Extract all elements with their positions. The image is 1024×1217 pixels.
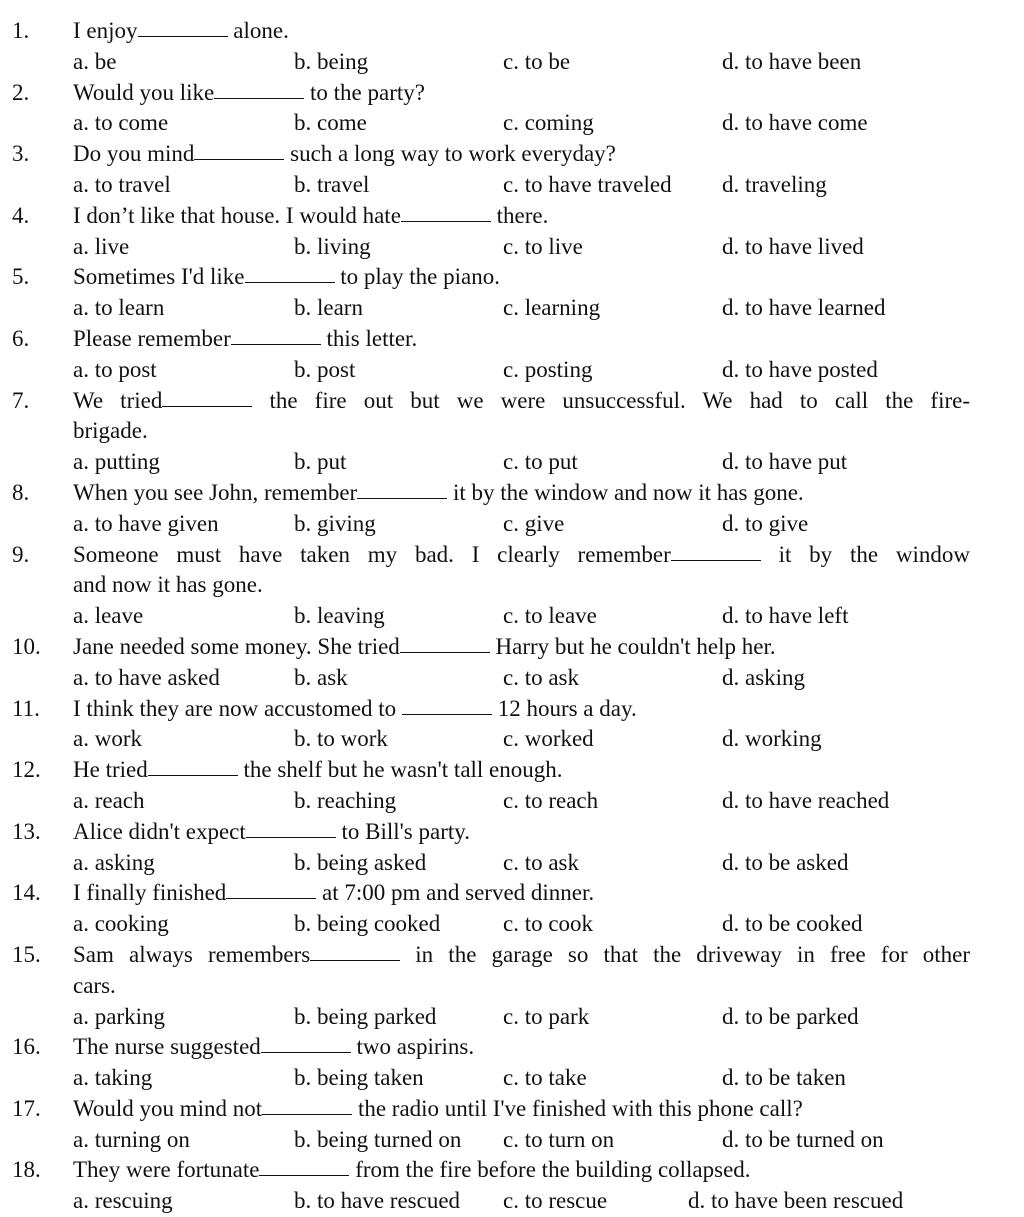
stem-after: it by the window and now it has gone. — [452, 479, 804, 505]
question-18 — [0, 1155, 1024, 1186]
stem-before: Sometimes I'd like — [73, 264, 245, 290]
question-stem — [73, 540, 970, 571]
option-a: a. to travel — [73, 171, 171, 197]
question-number: 8. — [12, 479, 30, 505]
option-b: b. put — [294, 449, 347, 475]
answer-blank — [214, 97, 304, 99]
question-number: 1. — [12, 18, 30, 43]
stem-after: it by the window — [778, 541, 970, 567]
question-stem — [73, 16, 289, 47]
stem-continuation: cars. — [73, 972, 116, 998]
option-d: d. to be taken — [722, 1065, 846, 1091]
question-stem — [73, 755, 563, 786]
option-a: a. to post — [73, 356, 157, 382]
option-d: d. to be asked — [722, 849, 849, 875]
option-c: c. worked — [503, 726, 594, 752]
question-number: 3. — [12, 141, 30, 167]
option-c: c. to live — [503, 233, 583, 259]
question-stem — [73, 262, 500, 293]
option-b: b. being cooked — [294, 911, 441, 937]
question-4 — [0, 201, 1024, 232]
stem-after: in the garage so that the driveway in free for other — [415, 941, 971, 967]
question-12 — [0, 755, 1024, 786]
question-15-continuation — [0, 971, 1024, 1002]
option-d: d. to have reached — [722, 787, 890, 813]
question-8 — [0, 478, 1024, 509]
option-b: b. reaching — [294, 787, 397, 813]
answer-blank — [246, 836, 336, 838]
options-row-15 — [0, 1002, 1024, 1033]
stem-before: Please remember — [73, 325, 231, 351]
option-b: b. being parked — [294, 1003, 437, 1029]
options-row-13 — [0, 848, 1024, 879]
question-stem — [73, 694, 637, 725]
question-number: 16. — [12, 1034, 41, 1060]
option-b: b. being asked — [294, 849, 427, 875]
stem-after: at 7:00 pm and served dinner. — [322, 880, 595, 906]
question-17 — [0, 1094, 1024, 1125]
options-row-1 — [0, 47, 1024, 78]
question-15 — [0, 940, 1024, 971]
question-stem — [73, 478, 804, 509]
stem-after: to Bill's party. — [341, 818, 471, 844]
question-number: 17. — [12, 1095, 41, 1121]
answer-blank — [138, 35, 228, 37]
question-11 — [0, 694, 1024, 725]
stem-after: the radio until I've finished with this phone call? — [357, 1095, 803, 1121]
question-stem — [73, 817, 470, 848]
option-c: c. to ask — [503, 849, 580, 875]
options-row-17 — [0, 1125, 1024, 1156]
stem-before: Sam always remembers — [73, 941, 311, 967]
option-a: a. taking — [73, 1065, 153, 1091]
question-number: 15. — [12, 941, 41, 967]
question-number: 5. — [12, 264, 30, 290]
option-d: d. to have been rescued — [688, 1188, 904, 1214]
option-a: a. to come — [73, 110, 169, 136]
answer-blank — [226, 897, 316, 899]
question-stem — [73, 1032, 474, 1063]
question-6 — [0, 324, 1024, 355]
option-a: a. cooking — [73, 911, 169, 937]
question-stem — [73, 632, 776, 663]
answer-blank — [262, 1113, 352, 1115]
question-14 — [0, 878, 1024, 909]
stem-before: Jane needed some money. She tried — [73, 633, 400, 659]
option-c: c. to put — [503, 449, 578, 475]
stem-after: from the fire before the building collapsed. — [355, 1157, 751, 1183]
answer-blank — [357, 497, 447, 499]
option-a: a. rescuing — [73, 1188, 173, 1214]
stem-after: to the party? — [310, 79, 425, 105]
option-b: b. to have rescued — [294, 1188, 461, 1214]
question-number: 18. — [12, 1157, 41, 1183]
answer-blank — [310, 959, 400, 961]
option-c: c. learning — [503, 295, 601, 321]
option-c: c. to park — [503, 1003, 590, 1029]
option-d: d. traveling — [722, 171, 827, 197]
stem-continuation: and now it has gone. — [73, 572, 263, 598]
stem-before: I think they are now accustomed to — [73, 695, 397, 721]
option-c: c. give — [503, 510, 565, 536]
stem-before: Do you mind — [73, 141, 195, 167]
option-d: d. to have learned — [722, 295, 886, 321]
option-c: c. to ask — [503, 664, 580, 690]
option-a: a. to have given — [73, 510, 219, 536]
option-b: b. come — [294, 110, 367, 136]
option-c: c. to cook — [503, 911, 594, 937]
stem-after: alone. — [233, 18, 289, 43]
option-a: a. asking — [73, 849, 155, 875]
option-c: c. to leave — [503, 603, 597, 629]
stem-before: I don’t like that house. I would hate — [73, 202, 401, 228]
options-row-6 — [0, 355, 1024, 386]
option-a: a. to learn — [73, 295, 165, 321]
options-row-9 — [0, 601, 1024, 632]
option-d: d. working — [722, 726, 822, 752]
question-number: 6. — [12, 325, 30, 351]
option-b: b. ask — [294, 664, 348, 690]
question-stem — [73, 139, 616, 170]
question-number: 10. — [12, 633, 41, 659]
question-number: 9. — [12, 541, 30, 567]
question-number: 2. — [12, 79, 30, 105]
stem-after: Harry but he couldn't help her. — [495, 633, 776, 659]
stem-after: 12 hours a day. — [497, 695, 637, 721]
stem-before: Someone must have taken my bad. I clearly remember — [73, 541, 671, 567]
question-number: 13. — [12, 818, 41, 844]
stem-before: When you see John, remember — [73, 479, 358, 505]
option-c: c. to turn on — [503, 1126, 615, 1152]
options-row-4 — [0, 232, 1024, 263]
question-stem — [73, 1094, 803, 1125]
option-b: b. being turned on — [294, 1126, 462, 1152]
option-a: a. parking — [73, 1003, 165, 1029]
question-9-continuation — [0, 570, 1024, 601]
question-7-continuation — [0, 416, 1024, 447]
option-a: a. to have asked — [73, 664, 220, 690]
question-1 — [0, 16, 1024, 47]
option-d: d. asking — [722, 664, 806, 690]
option-a: a. reach — [73, 787, 145, 813]
answer-blank — [402, 713, 492, 715]
stem-before: Would you mind not — [73, 1095, 263, 1121]
question-stem — [73, 1155, 751, 1186]
option-d: d. to be turned on — [722, 1126, 884, 1152]
question-3 — [0, 139, 1024, 170]
options-row-18 — [0, 1186, 1024, 1217]
options-row-12 — [0, 786, 1024, 817]
stem-before: Would you like — [73, 79, 215, 105]
answer-blank — [231, 343, 321, 345]
question-stem — [73, 78, 425, 109]
answer-blank — [259, 1174, 349, 1176]
options-row-5 — [0, 293, 1024, 324]
options-row-2 — [0, 108, 1024, 139]
stem-before: We tried — [73, 387, 163, 413]
answer-blank — [194, 158, 284, 160]
question-number: 11. — [12, 695, 40, 721]
option-d: d. to be parked — [722, 1003, 859, 1029]
answer-blank — [671, 559, 761, 561]
answer-blank — [400, 651, 490, 653]
option-c: c. to take — [503, 1065, 587, 1091]
option-d: d. to have posted — [722, 356, 878, 382]
option-c: c. to rescue — [503, 1188, 608, 1214]
options-row-8 — [0, 509, 1024, 540]
options-row-3 — [0, 170, 1024, 201]
question-stem — [73, 324, 417, 355]
exercise-sheet — [0, 16, 1024, 1217]
option-b: b. being — [294, 48, 369, 74]
stem-after: to play the piano. — [340, 264, 500, 290]
question-number: 12. — [12, 757, 41, 783]
question-stem — [73, 940, 970, 971]
answer-blank — [245, 281, 335, 283]
options-row-11 — [0, 724, 1024, 755]
stem-after: the fire out but we were unsuccessful. We had to call the fire- — [269, 387, 971, 413]
question-stem — [73, 201, 548, 232]
answer-blank — [162, 405, 252, 407]
option-c: c. posting — [503, 356, 593, 382]
question-stem — [73, 878, 594, 909]
question-9 — [0, 540, 1024, 571]
answer-blank — [148, 774, 238, 776]
stem-after: there. — [496, 202, 549, 228]
option-b: b. living — [294, 233, 371, 259]
question-number: 4. — [12, 202, 30, 228]
stem-before: Alice didn't expect — [73, 818, 246, 844]
question-16 — [0, 1032, 1024, 1063]
option-b: b. leaving — [294, 603, 385, 629]
option-c: c. to have traveled — [503, 171, 672, 197]
options-row-16 — [0, 1063, 1024, 1094]
options-row-14 — [0, 909, 1024, 940]
option-a: a. work — [73, 726, 142, 752]
stem-after: the shelf but he wasn't tall enough. — [243, 757, 563, 783]
option-b: b. to work — [294, 726, 388, 752]
option-d: d. to have been — [722, 48, 862, 74]
options-row-10 — [0, 663, 1024, 694]
option-d: d. to have left — [722, 603, 849, 629]
question-7 — [0, 386, 1024, 417]
option-c: c. coming — [503, 110, 594, 136]
stem-before: I enjoy — [73, 18, 138, 43]
answer-blank — [261, 1051, 351, 1053]
option-b: b. being taken — [294, 1065, 424, 1091]
option-d: d. to be cooked — [722, 911, 863, 937]
option-c: c. to be — [503, 48, 571, 74]
option-a: a. putting — [73, 449, 160, 475]
stem-before: I finally finished — [73, 880, 227, 906]
question-5 — [0, 262, 1024, 293]
option-b: b. post — [294, 356, 356, 382]
answer-blank — [401, 220, 491, 222]
option-b: b. giving — [294, 510, 376, 536]
option-c: c. to reach — [503, 787, 599, 813]
question-10 — [0, 632, 1024, 663]
option-a: a. be — [73, 48, 117, 74]
option-a: a. live — [73, 233, 130, 259]
question-number: 14. — [12, 880, 41, 906]
option-d: d. to have put — [722, 449, 848, 475]
option-b: b. learn — [294, 295, 363, 321]
option-a: a. turning on — [73, 1126, 190, 1152]
option-d: d. to give — [722, 510, 809, 536]
stem-before: They were fortunate — [73, 1157, 260, 1183]
stem-after: two aspirins. — [356, 1034, 475, 1060]
option-d: d. to have lived — [722, 233, 864, 259]
option-b: b. travel — [294, 171, 370, 197]
stem-continuation: brigade. — [73, 418, 148, 444]
stem-before: He tried — [73, 757, 148, 783]
question-stem — [73, 386, 970, 417]
question-2 — [0, 78, 1024, 109]
question-13 — [0, 817, 1024, 848]
stem-after: such a long way to work everyday? — [290, 141, 616, 167]
stem-after: this letter. — [326, 325, 418, 351]
option-a: a. leave — [73, 603, 144, 629]
options-row-7 — [0, 447, 1024, 478]
option-d: d. to have come — [722, 110, 868, 136]
stem-before: The nurse suggested — [73, 1034, 261, 1060]
question-number: 7. — [12, 387, 30, 413]
